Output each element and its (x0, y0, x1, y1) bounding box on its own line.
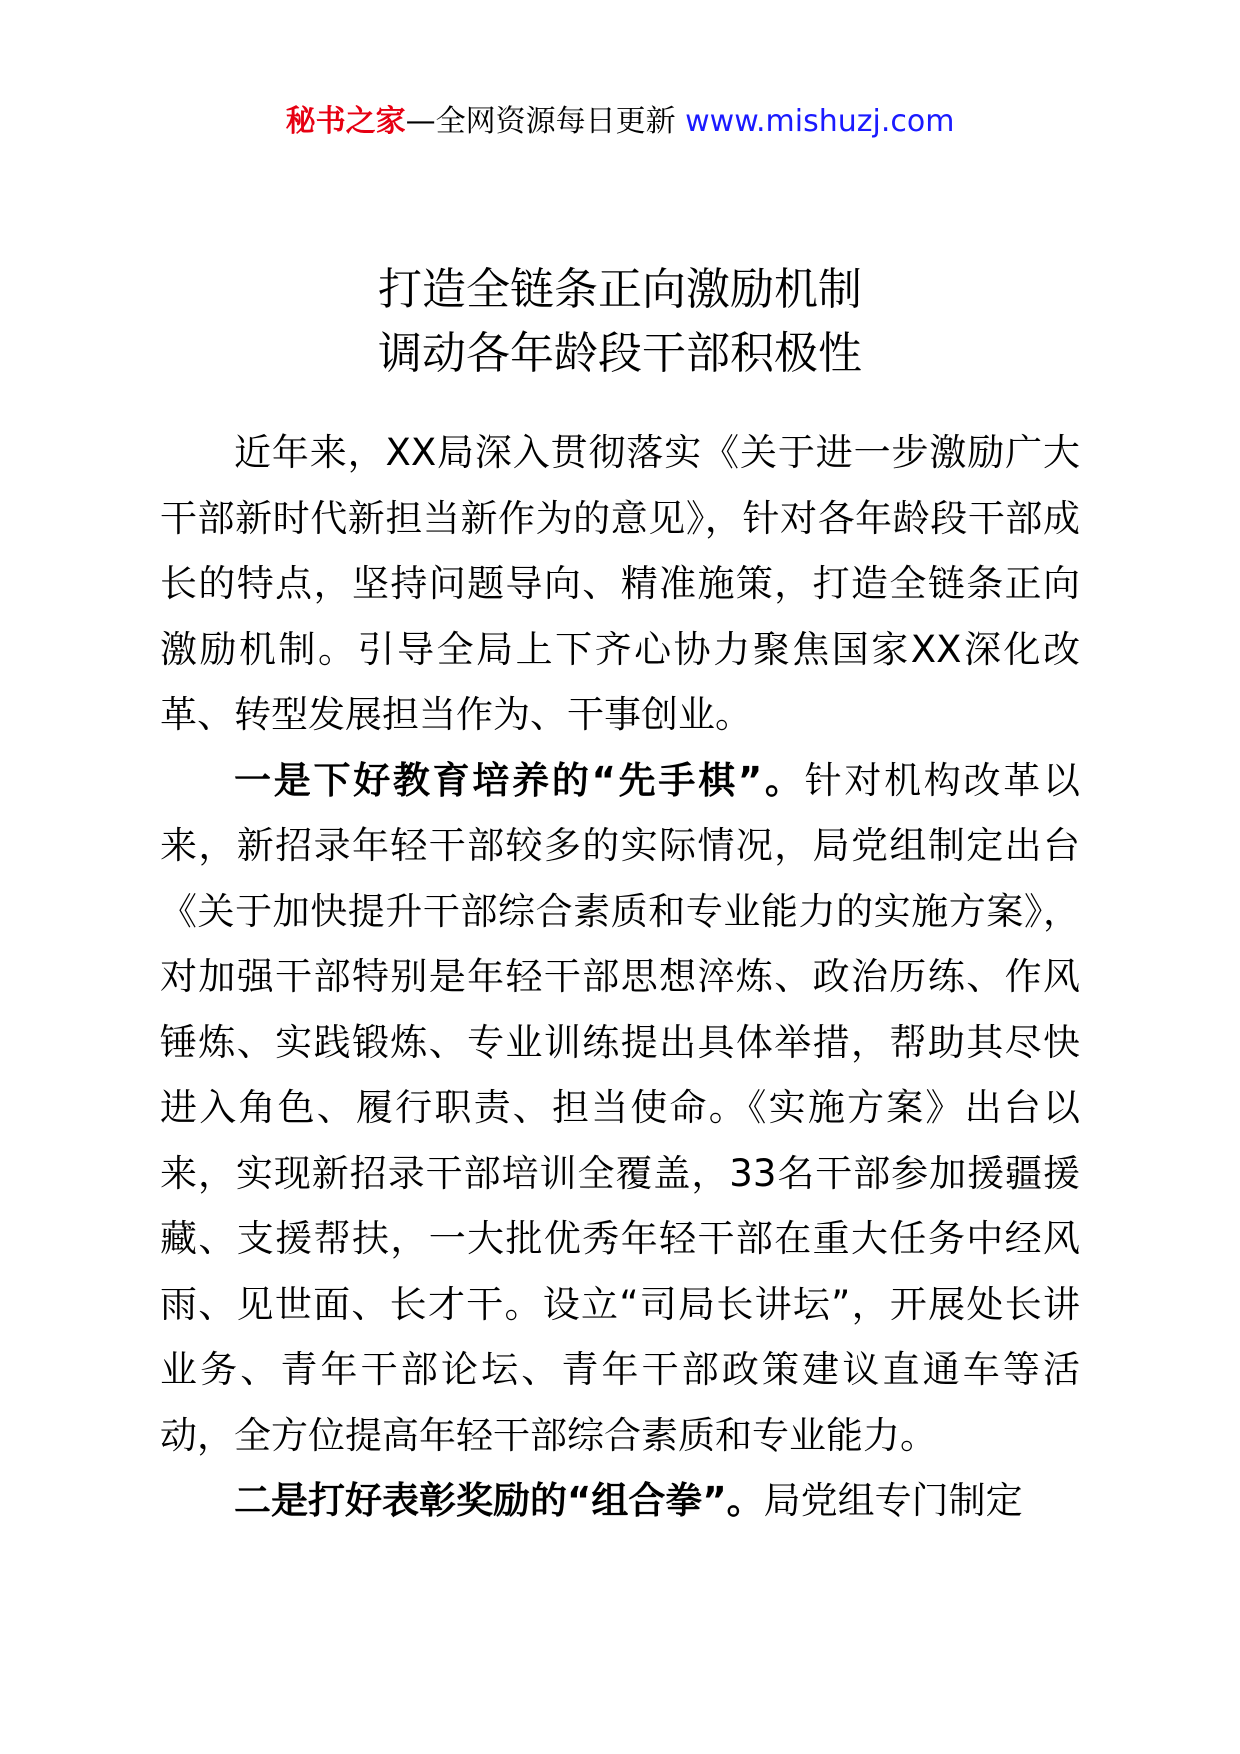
title-line-1: 打造全链条正向激励机制 (378, 264, 862, 315)
document-body (160, 420, 1080, 1534)
paragraph-point-2 (160, 1468, 1080, 1534)
site-slogan: —全网资源每日更新 (405, 104, 676, 139)
title-line-2: 调动各年龄段干部积极性 (378, 328, 862, 379)
site-brand: 秘书之家 (285, 104, 406, 139)
paragraph-intro (160, 420, 1080, 748)
paragraph-text: 局党组专门制定 (763, 1479, 1023, 1522)
paragraph-lead: 一是下好教育培养的“先手棋”。 (234, 758, 805, 802)
document-title (0, 258, 1240, 386)
paragraph-text: 近年来，XX局深入贯彻落实《关于进一步激励广大干部新时代新担当新作为的意见》，针对各年龄段干部成长的特点，坚持问题导向、精准施策，打造全链条正向激励机制。引导全局上下齐心协力聚焦国家XX深化改革、转型发展担当作为、干事创业。 (160, 431, 1080, 736)
paragraph-point-1 (160, 748, 1080, 1469)
site-header (0, 102, 1240, 142)
paragraph-lead: 二是打好表彰奖励的“组合拳”。 (234, 1479, 764, 1522)
paragraph-text: 针对机构改革以来，新招录年轻干部较多的实际情况，局党组制定出台《关于加快提升干部综合素质和专业能力的实施方案》，对加强干部特别是年轻干部思想淬炼、政治历练、作风锤炼、实践锻炼、专业训练提出具体举措，帮助其尽快进入角色、履行职责、担当使命。《实施方案》出台以来，实现新招录干部培训全覆盖，33名干部参加援疆援藏、支援帮扶，一大批优秀年轻干部在重大任务中经风雨、见世面、长才干。设立“司局长讲坛”，开展处长讲业务、青年干部论坛、青年干部政策建议直通车等活动，全方位提高年轻干部综合素质和专业能力。 (160, 758, 1080, 1457)
site-url-link[interactable]: www.mishuzj.com (685, 104, 955, 139)
